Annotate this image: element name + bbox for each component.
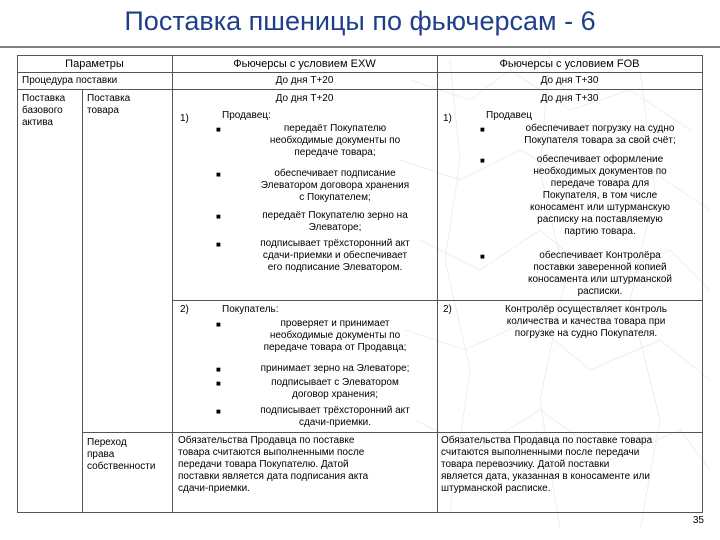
bullet-icon: ■ xyxy=(480,125,485,134)
exw-item2-bullet4: подписывает трёхсторонний акт сдачи-приемки. xyxy=(260,405,410,428)
col-divider-1 xyxy=(172,55,173,513)
delivery-fob-term: До дня T+30 xyxy=(540,93,599,104)
row-divider-ownership xyxy=(82,432,703,433)
exw-item1-number: 1) xyxy=(180,113,189,124)
table-border-bottom xyxy=(17,512,703,513)
ownership-fob: Обязательства Продавца по поставке товара считаются выполненными после передачи товара перевозчику. Датой поставки является дата, указанная в коносаменте или штурманской расписке. xyxy=(441,435,653,494)
col-divider-2 xyxy=(437,55,438,513)
bullet-icon: ■ xyxy=(216,125,221,134)
exw-item2-bullet2: принимает зерно на Элеваторе; xyxy=(260,363,410,374)
bullet-icon: ■ xyxy=(216,407,221,416)
fob-item1-title: Продавец xyxy=(486,110,532,121)
bullet-icon: ■ xyxy=(216,320,221,329)
goods-label: Поставка товара xyxy=(87,93,131,116)
header-params: Параметры xyxy=(65,58,124,70)
bullet-icon: ■ xyxy=(216,240,221,249)
table-border-left xyxy=(17,55,18,513)
bullet-icon: ■ xyxy=(216,212,221,221)
procedure-exw: До дня T+20 xyxy=(275,75,334,86)
exw-item1-bullet4: подписывает трёхсторонний акт сдачи-приемки и обеспечивает его подписание Элеватором. xyxy=(260,238,410,273)
exw-item1-bullet3: передаёт Покупателю зерно на Элеваторе; xyxy=(262,210,408,233)
page-number: 35 xyxy=(692,515,704,526)
row-divider-procedure xyxy=(17,89,703,90)
exw-item2-bullet3: подписывает с Элеватором договор хранения; xyxy=(271,377,399,400)
ownership-exw: Обязательства Продавца по поставке товара считаются выполненными после передачи товара Покупателю. Датой поставки является дата подписания акта сдачи-приемки. xyxy=(178,435,369,494)
fob-item2-number: 2) xyxy=(443,304,452,315)
fob-item1-bullet3: обеспечивает Контролёра поставки заверенной копией коносамента или штурманской расписки. xyxy=(527,250,672,297)
bullet-icon: ■ xyxy=(480,156,485,165)
fob-item1-bullet2: обеспечивает оформление необходимых документов по передаче товара для Покупателя, в том числе коносамент или штурманскую расписку на поставляемую партию товара. xyxy=(530,154,670,237)
procedure-label: Процедура поставки xyxy=(22,75,118,86)
header-fob: Фьючерсы с условием FOB xyxy=(499,58,640,70)
bullet-icon: ■ xyxy=(216,365,221,374)
bullet-icon: ■ xyxy=(216,170,221,179)
fob-item1-bullet1: обеспечивает погрузку на судно Покупателя товара за свой счёт; xyxy=(524,123,676,146)
page-title: Поставка пшеницы по фьючерсам - 6 xyxy=(124,6,596,36)
fob-item2-text: Контролёр осуществляет контроль количества и качества товара при погрузке на судно Покупателя. xyxy=(505,304,667,339)
table-border-right xyxy=(702,55,703,513)
row-divider-items xyxy=(172,300,703,301)
exw-item2-number: 2) xyxy=(180,304,189,315)
param-subcol-divider xyxy=(82,89,83,513)
table-border-top xyxy=(17,55,703,56)
exw-item2-title: Покупатель: xyxy=(222,304,279,315)
procedure-fob: До дня T+30 xyxy=(540,75,599,86)
header-exw: Фьючерсы с условием EXW xyxy=(233,58,376,70)
header-divider xyxy=(17,72,703,73)
base-asset-label: Поставка базового актива xyxy=(22,93,66,128)
bullet-icon: ■ xyxy=(216,379,221,388)
delivery-exw-term: До дня T+20 xyxy=(275,93,334,104)
exw-item1-title: Продавец: xyxy=(222,110,271,121)
exw-item1-bullet1: передаёт Покупателю необходимые документы по передаче товара; xyxy=(269,123,401,158)
ownership-label: Переход права собственности xyxy=(87,437,156,472)
exw-item2-bullet1: проверяет и принимает необходимые документы по передаче товара от Продавца; xyxy=(263,318,407,353)
fob-item1-number: 1) xyxy=(443,113,452,124)
exw-item1-bullet2: обеспечивает подписание Элеватором договора хранения с Покупателем; xyxy=(260,168,410,203)
bullet-icon: ■ xyxy=(480,252,485,261)
